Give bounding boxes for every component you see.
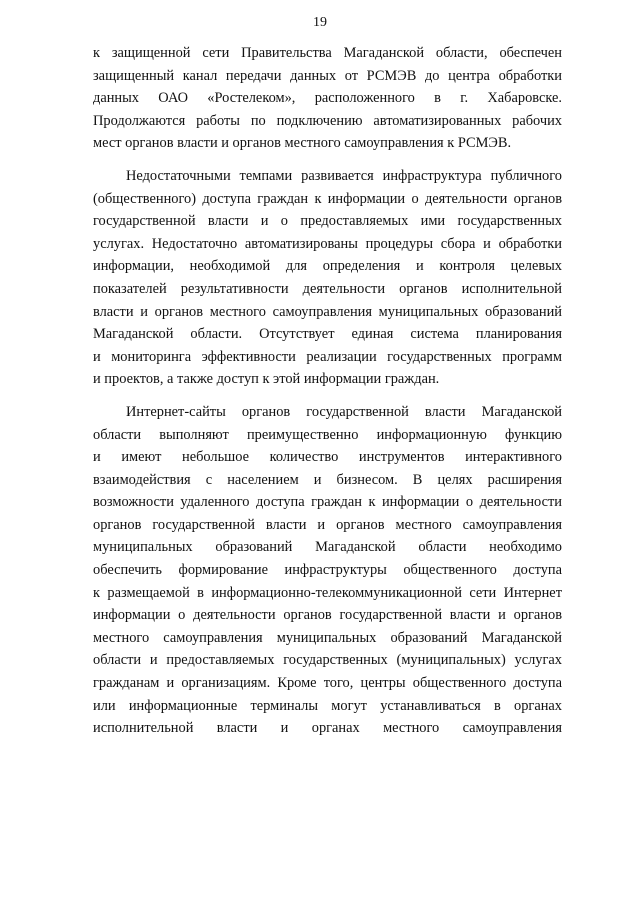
text-line: органов государственной власти и органов местного самоуправления [93,516,562,533]
text-line: защищенный канал передачи данных от РСМЭВ до центра обработки [93,67,562,84]
page-number: 19 [313,15,327,30]
text-line: гражданам и организациям. Кроме того, центры общественного доступа [93,675,562,692]
text-line: возможности удаленного доступа граждан к информации о деятельности [93,494,562,511]
text-line: информации, необходимой для определения и контроля целевых [93,258,562,275]
text-line: и имеют небольшое количество инструментов интерактивного [93,449,562,466]
text-line: (общественного) доступа граждан к информации о деятельности органов [93,190,562,207]
text-line: услугах. Недостаточно автоматизированы процедуры сбора и обработки [93,235,562,252]
text-line: к защищенной сети Правительства Магаданской области, обеспечен [93,45,562,61]
text-line: исполнительной власти и органах местного самоуправления [93,720,562,737]
text-line: муниципальных образований Магаданской области необходимо [93,539,562,556]
paragraph-3 [93,401,562,740]
text-line: власти и органов местного самоуправления муниципальных образований [93,303,562,320]
text-line: местного самоуправления муниципальных образований Магаданской [93,629,562,646]
text-line: Интернет-сайты органов государственной власти Магаданской [126,403,562,420]
text-line: мест органов власти и органов местного самоуправления к РСМЭВ. [93,135,512,152]
text-line: области и предоставляемых государственных (муниципальных) услугах [93,652,562,669]
text-line: обеспечить формирование инфраструктуры общественного доступа [93,562,562,579]
text-line: области выполняют преимущественно информационную функцию [93,426,562,443]
text-line: информации о деятельности органов государственной власти и органов [93,607,562,624]
text-line: Продолжаются работы по подключению автоматизированных рабочих [93,112,562,129]
text-line: и проектов, а также доступ к этой информации граждан. [93,371,440,388]
body-text [93,42,562,740]
text-line: данных ОАО «Ростелеком», расположенного в г. Хабаровске. [93,90,562,107]
text-line: государственной власти и о предоставляемых ими государственных [93,213,562,230]
text-line: взаимодействия с населением и бизнесом. В целях расширения [93,471,562,488]
text-line: к размещаемой в информационно-телекоммуникационной сети Интернет [93,584,562,601]
text-line: или информационные терминалы могут устанавливаться в органах [93,697,562,714]
paragraph-1 [93,42,562,155]
text-line: Недостаточными темпами развивается инфраструктура публичного [126,167,562,184]
text-line: Магаданской области. Отсутствует единая система планирования [93,326,562,343]
text-line: показателей результативности деятельности органов исполнительной [93,280,562,297]
text-line: и мониторинга эффективности реализации государственных программ [93,348,562,365]
paragraph-2 [93,165,562,391]
